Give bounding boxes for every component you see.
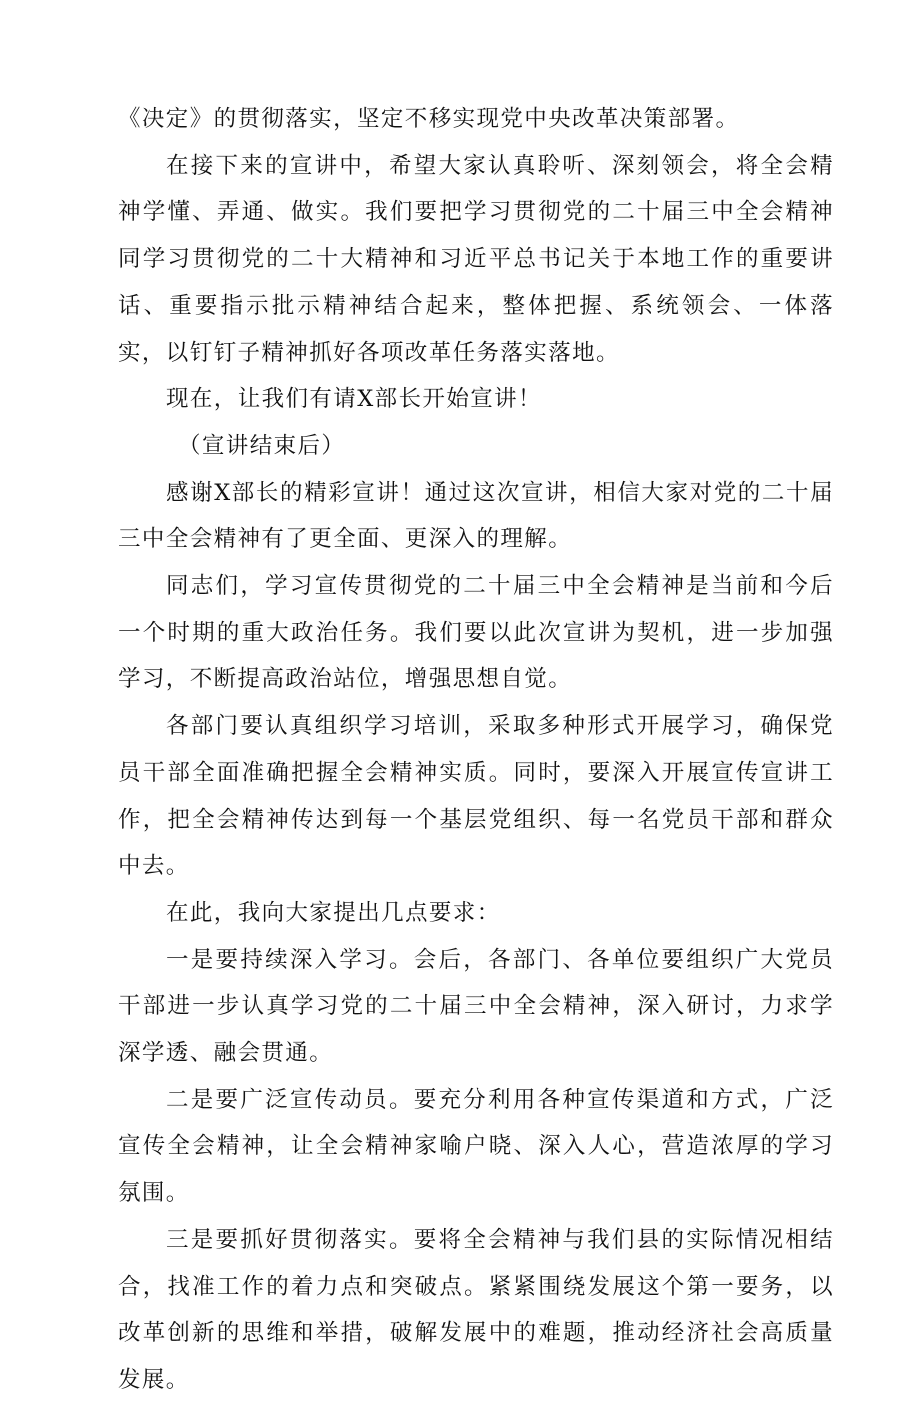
paragraph-requirement-two: 二是要广泛宣传动员。要充分利用各种宣传渠道和方式，广泛宣传全会精神，让全会精神家喻户晓、深入人心，营造浓厚的学习氛围。 — [118, 1086, 834, 1207]
paragraph-requirements-intro: 在此，我向大家提出几点要求： — [166, 899, 501, 926]
paragraph-upcoming-lecture: 在接下来的宣讲中，希望大家认真聆听、深刻领会，将全会精神学懂、弄通、做实。我们要把学习贯彻党的二十届三中全会精神同学习贯彻党的二十大精神和习近平总书记关于本地工作的重要讲话、重要指示批示精神结合起来，整体把握、系统领会、一体落实，以钉钉子精神抓好各项改革任务落实落地。 — [118, 152, 834, 366]
paragraph-stage-note: （宣讲结束后） — [178, 432, 346, 459]
paragraph-requirement-three: 三是要抓好贯彻落实。要将全会精神与我们县的实际情况相结合，找准工作的着力点和突破点。紧紧围绕发展这个第一要务，以改革创新的思维和举措，破解发展中的难题，推动经济社会高质量发展。 — [118, 1226, 834, 1393]
paragraph-political-task: 同志们，学习宣传贯彻党的二十届三中全会精神是当前和今后一个时期的重大政治任务。我们要以此次宣讲为契机，进一步加强学习，不断提高政治站位，增强思想自觉。 — [118, 573, 834, 693]
paragraph-thanks: 感谢X部长的精彩宣讲！通过这次宣讲，相信大家对党的二十届三中全会精神有了更全面、更深入的理解。 — [118, 479, 834, 553]
document-page — [118, 96, 834, 1404]
paragraph-decision-implementation: 《决定》的贯彻落实，坚定不移实现党中央改革决策部署。 — [118, 106, 740, 132]
paragraph-departments-training: 各部门要认真组织学习培训，采取多种形式开展学习，确保党员干部全面准确把握全会精神实质。同时，要深入开展宣传宣讲工作，把全会精神传达到每一个基层党组织、每一名党员干部和群众中去。 — [118, 713, 834, 880]
paragraph-invite-minister: 现在，让我们有请X部长开始宣讲！ — [166, 386, 542, 413]
paragraph-requirement-one: 一是要持续深入学习。会后，各部门、各单位要组织广大党员干部进一步认真学习党的二十届三中全会精神，深入研讨，力求学深学透、融会贯通。 — [118, 946, 834, 1067]
